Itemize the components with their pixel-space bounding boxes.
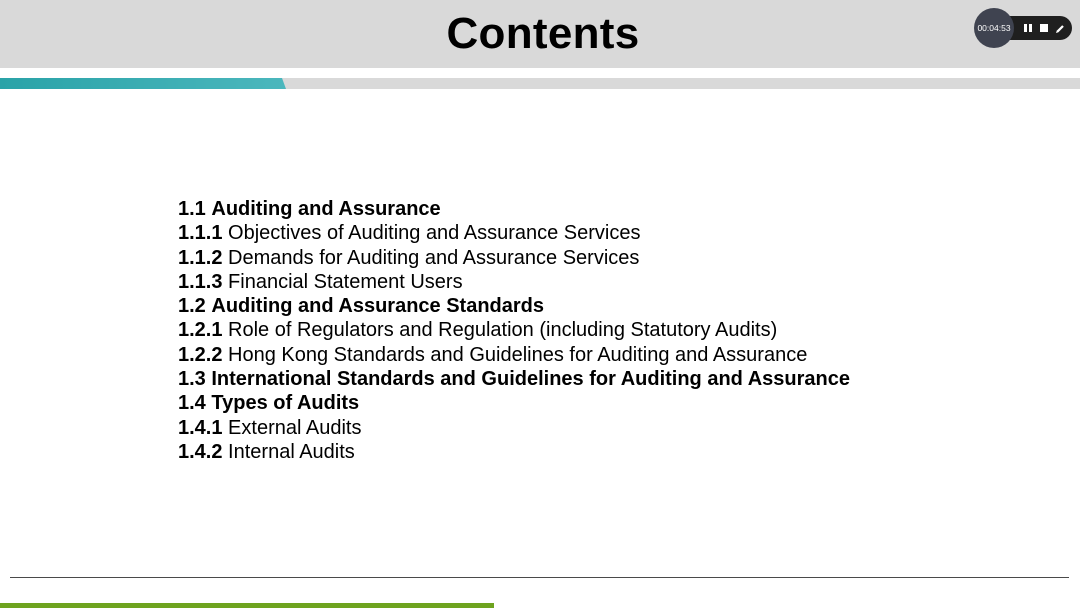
section-number: 1.4 [178,392,206,415]
contents-item [178,221,938,245]
section-number: 1.1.3 [178,270,223,293]
section-title: Demands for Auditing and Assurance Services [228,246,640,269]
section-title: Types of Audits [211,392,360,415]
recording-toolbar [974,8,1072,48]
pause-icon[interactable] [1022,22,1034,34]
contents-item [178,416,938,440]
contents-item [178,294,938,318]
section-title: External Audits [228,416,362,439]
contents-item [178,343,938,367]
section-title: Role of Regulators and Regulation (including Statutory Audits) [228,319,778,342]
contents-item [178,440,938,464]
footer-divider [10,577,1069,578]
contents-item [178,318,938,342]
section-number: 1.3 [178,368,206,391]
section-number: 1.2 [178,295,206,318]
section-title: Objectives of Auditing and Assurance Services [228,222,641,245]
accent-strip-teal [0,78,286,89]
contents-item [178,197,938,221]
section-number: 1.2.1 [178,319,223,342]
section-number: 1.4.2 [178,440,223,463]
section-title: Auditing and Assurance Standards [211,295,545,318]
footer-accent-bar [0,603,494,608]
recording-timer: 00:04:53 [977,23,1011,33]
slide-title: Contents [446,9,640,58]
section-title: Financial Statement Users [228,270,463,293]
section-number: 1.2.2 [178,343,223,366]
contents-item [178,246,938,270]
section-title: Internal Audits [228,440,355,463]
section-title: Hong Kong Standards and Guidelines for Auditing and Assurance [228,343,808,366]
section-number: 1.4.1 [178,416,223,439]
stop-icon[interactable] [1038,22,1050,34]
pen-icon[interactable] [1054,22,1066,34]
contents-item [178,391,938,415]
contents-list [178,197,938,464]
section-number: 1.1 [178,198,206,220]
contents-item [178,270,938,294]
section-title: Auditing and Assurance [211,198,441,220]
contents-item [178,367,938,391]
recording-timer-badge [974,8,1014,48]
section-title: International Standards and Guidelines for Auditing and Assurance [211,368,850,391]
section-number: 1.1.2 [178,246,223,269]
section-number: 1.1.1 [178,222,223,245]
